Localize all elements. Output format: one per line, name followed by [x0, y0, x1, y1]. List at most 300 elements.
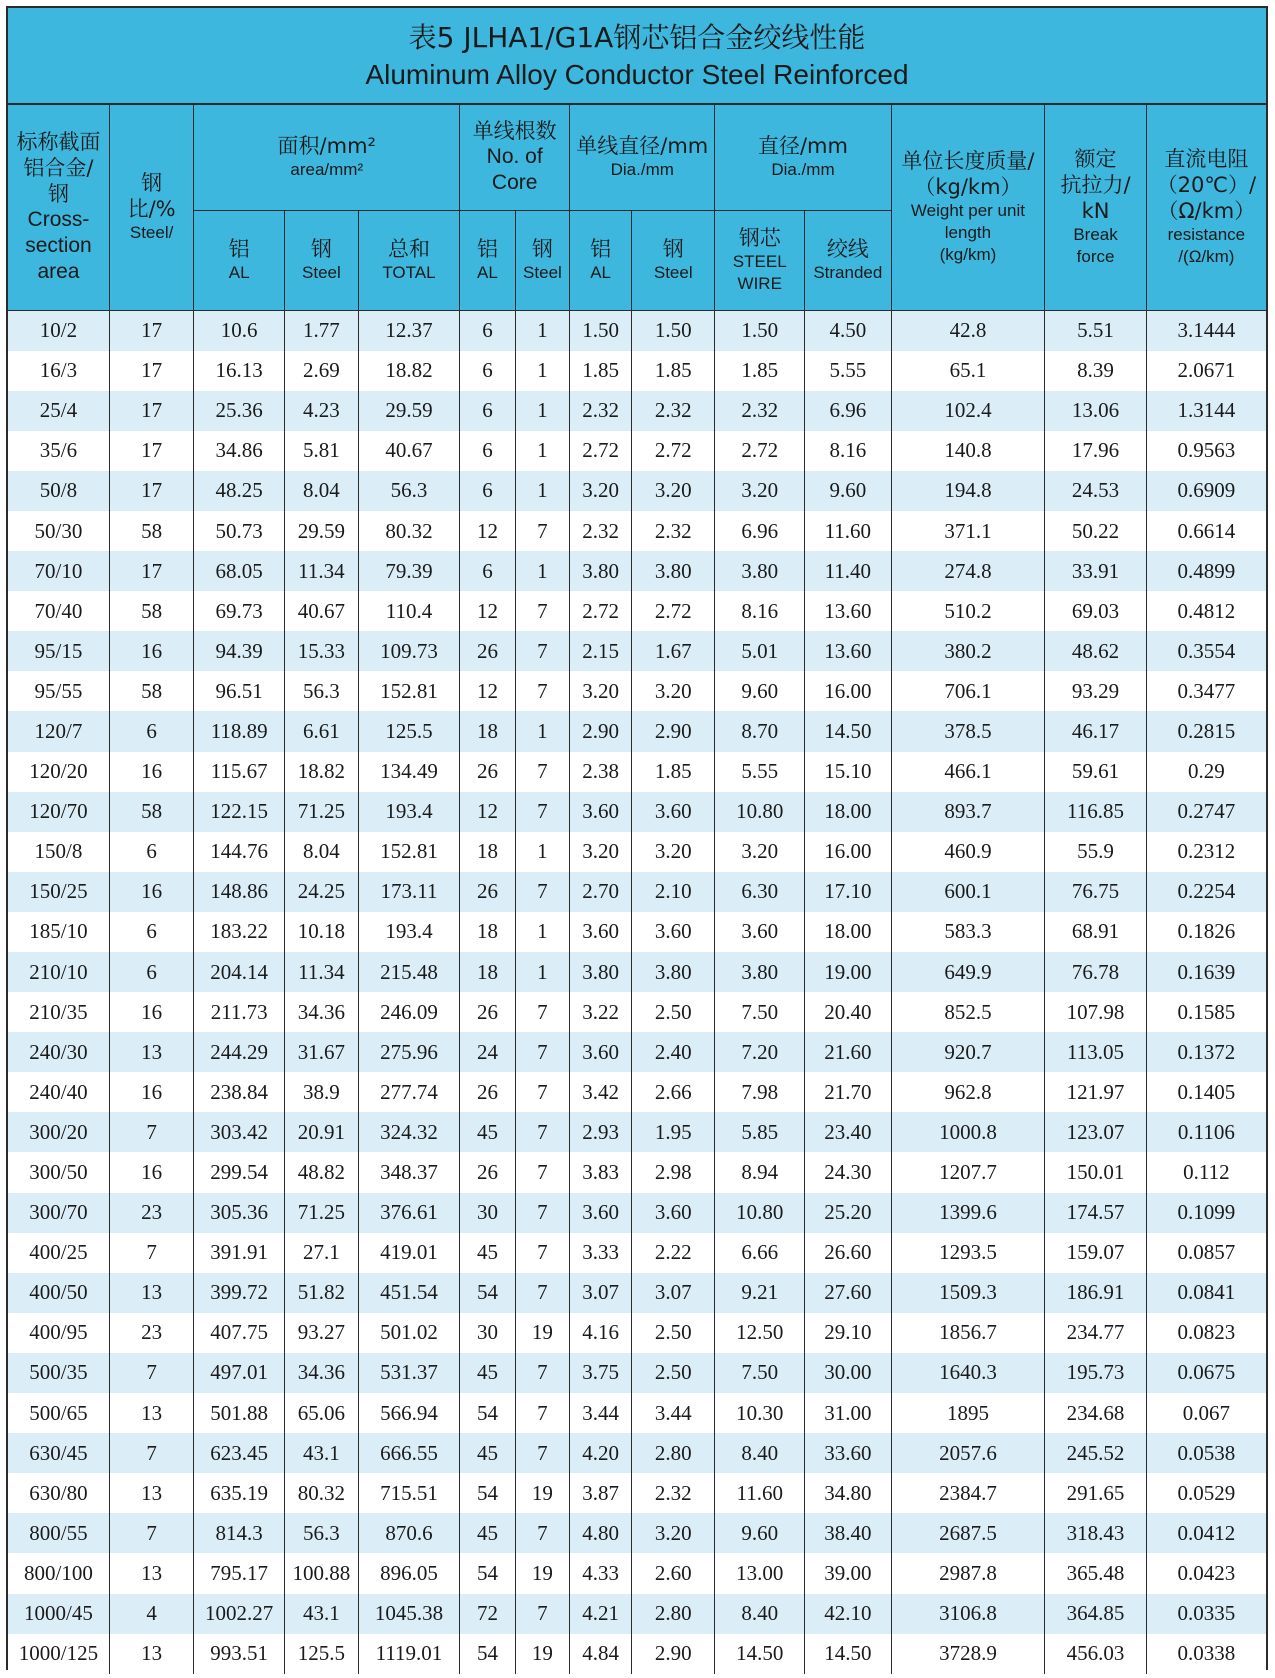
subheader-dia-stranded: [805, 210, 891, 310]
cell-resistance: 0.067: [1146, 1393, 1266, 1433]
cell-wire-dia-steel: 2.40: [632, 1032, 715, 1072]
cell-wire-dia-al: 2.15: [570, 631, 632, 671]
cell-break-force: 48.62: [1045, 631, 1146, 671]
cell-steel-ratio: 58: [109, 792, 193, 832]
cell-cross-section: 300/20: [8, 1112, 109, 1152]
cell-dia-stranded: 29.10: [805, 1313, 891, 1353]
cell-steel-ratio: 7: [109, 1513, 193, 1553]
cell-wire-dia-steel: 2.50: [632, 1313, 715, 1353]
table-row: [8, 792, 1266, 832]
cell-area-steel: 2.69: [285, 351, 359, 391]
table-row: [8, 631, 1266, 671]
cell-area-steel: 43.1: [285, 1433, 359, 1473]
cell-resistance: 0.1106: [1146, 1112, 1266, 1152]
cell-core-steel: 1: [515, 391, 569, 431]
cell-steel-ratio: 7: [109, 1233, 193, 1273]
cell-steel-ratio: 17: [109, 431, 193, 471]
cell-dia-stranded: 25.20: [805, 1193, 891, 1233]
cell-core-al: 26: [460, 631, 516, 671]
cell-area-al: 211.73: [194, 992, 285, 1032]
cell-area-steel: 5.81: [285, 431, 359, 471]
cell-wire-dia-al: 3.42: [570, 1072, 632, 1112]
subheader-wire-dia-steel-en: Steel: [653, 263, 693, 282]
cell-cross-section: 120/7: [8, 711, 109, 751]
subheader-area-steel-cn: 钢: [310, 237, 332, 261]
cell-resistance: 3.1444: [1146, 310, 1266, 351]
cell-resistance: 0.0823: [1146, 1313, 1266, 1353]
table-row: [8, 912, 1266, 952]
cell-core-steel: 1: [515, 711, 569, 751]
subheader-dia-steel-wire: [715, 210, 805, 310]
cell-dia-steel-wire: 7.50: [715, 1353, 805, 1393]
cell-steel-ratio: 13: [109, 1032, 193, 1072]
cell-resistance: 0.4899: [1146, 551, 1266, 591]
cell-resistance: 0.3554: [1146, 631, 1266, 671]
cell-core-steel: 1: [515, 471, 569, 511]
cell-break-force: 195.73: [1045, 1353, 1146, 1393]
cell-steel-ratio: 13: [109, 1473, 193, 1513]
cell-area-total: 80.32: [358, 511, 459, 551]
cell-wire-dia-steel: 3.07: [632, 1273, 715, 1313]
cell-area-steel: 29.59: [285, 511, 359, 551]
subheader-area-al-cn: 铝: [228, 237, 250, 261]
cell-area-steel: 38.9: [285, 1072, 359, 1112]
cell-dia-stranded: 8.16: [805, 431, 891, 471]
cell-resistance: 0.0335: [1146, 1594, 1266, 1634]
cell-wire-dia-al: 2.32: [570, 511, 632, 551]
cell-core-al: 54: [460, 1473, 516, 1513]
cell-steel-ratio: 6: [109, 952, 193, 992]
cell-area-al: 96.51: [194, 671, 285, 711]
cell-area-steel: 56.3: [285, 671, 359, 711]
cell-core-al: 24: [460, 1032, 516, 1072]
cell-area-total: 56.3: [358, 471, 459, 511]
cell-dia-stranded: 38.40: [805, 1513, 891, 1553]
table-row: [8, 1313, 1266, 1353]
cell-area-total: 193.4: [358, 912, 459, 952]
spec-table-sheet: [6, 6, 1268, 1670]
cell-dia-stranded: 42.10: [805, 1594, 891, 1634]
cell-cross-section: 240/40: [8, 1072, 109, 1112]
cell-steel-ratio: 17: [109, 351, 193, 391]
cell-core-steel: 7: [515, 792, 569, 832]
cell-wire-dia-al: 4.16: [570, 1313, 632, 1353]
cell-dia-steel-wire: 5.55: [715, 752, 805, 792]
cell-break-force: 121.97: [1045, 1072, 1146, 1112]
cell-break-force: 107.98: [1045, 992, 1146, 1032]
cell-steel-ratio: 13: [109, 1273, 193, 1313]
cell-core-steel: 7: [515, 872, 569, 912]
subheader-core-al-cn: 铝: [476, 237, 498, 261]
header-steel-ratio-en: Steel/: [129, 223, 174, 243]
table-row: [8, 591, 1266, 631]
cell-wire-dia-steel: 3.80: [632, 551, 715, 591]
cell-break-force: 69.03: [1045, 591, 1146, 631]
cell-steel-ratio: 17: [109, 310, 193, 351]
header-break-force-en: Break force: [1073, 225, 1118, 267]
cell-dia-stranded: 17.10: [805, 872, 891, 912]
table-row: [8, 671, 1266, 711]
cell-wire-dia-al: 3.33: [570, 1233, 632, 1273]
cell-weight: 65.1: [891, 351, 1045, 391]
cell-dia-steel-wire: 8.40: [715, 1433, 805, 1473]
cell-area-steel: 11.34: [285, 952, 359, 992]
cell-area-total: 451.54: [358, 1273, 459, 1313]
cell-resistance: 0.1099: [1146, 1193, 1266, 1233]
cell-core-steel: 7: [515, 752, 569, 792]
cell-dia-stranded: 20.40: [805, 992, 891, 1032]
cell-cross-section: 500/65: [8, 1393, 109, 1433]
cell-cross-section: 240/30: [8, 1032, 109, 1072]
cell-weight: 2057.6: [891, 1433, 1045, 1473]
cell-wire-dia-steel: 1.85: [632, 752, 715, 792]
table-row: [8, 1513, 1266, 1553]
cell-area-al: 303.42: [194, 1112, 285, 1152]
cell-cross-section: 16/3: [8, 351, 109, 391]
cell-resistance: 0.2815: [1146, 711, 1266, 751]
cell-area-al: 299.54: [194, 1152, 285, 1192]
header-area-en: area/mm²: [290, 160, 364, 180]
cell-steel-ratio: 23: [109, 1313, 193, 1353]
cell-core-steel: 7: [515, 671, 569, 711]
cell-dia-steel-wire: 2.72: [715, 431, 805, 471]
cell-wire-dia-al: 3.22: [570, 992, 632, 1032]
cell-dia-steel-wire: 2.32: [715, 391, 805, 431]
header-resistance-en: resistance /(Ω/km): [1167, 225, 1246, 267]
cell-area-total: 246.09: [358, 992, 459, 1032]
cell-dia-stranded: 11.60: [805, 511, 891, 551]
header-wire-diameter-cn: 单线直径/mm: [576, 134, 709, 159]
subheader-core-steel-cn: 钢: [531, 237, 553, 261]
table-row: [8, 1072, 1266, 1112]
cell-steel-ratio: 23: [109, 1193, 193, 1233]
cell-break-force: 364.85: [1045, 1594, 1146, 1634]
cell-area-steel: 24.25: [285, 872, 359, 912]
cell-steel-ratio: 16: [109, 872, 193, 912]
cell-dia-steel-wire: 9.60: [715, 1513, 805, 1553]
cell-dia-stranded: 16.00: [805, 832, 891, 872]
cell-area-steel: 93.27: [285, 1313, 359, 1353]
cell-weight: 2987.8: [891, 1553, 1045, 1593]
cell-steel-ratio: 6: [109, 912, 193, 952]
cell-resistance: 0.1585: [1146, 992, 1266, 1032]
table-row: [8, 1393, 1266, 1433]
cell-core-al: 54: [460, 1634, 516, 1674]
cell-area-al: 50.73: [194, 511, 285, 551]
table-row: [8, 1233, 1266, 1273]
cell-core-steel: 19: [515, 1473, 569, 1513]
cell-area-al: 1002.27: [194, 1594, 285, 1634]
cell-core-steel: 1: [515, 310, 569, 351]
cell-dia-stranded: 27.60: [805, 1273, 891, 1313]
cell-area-al: 399.72: [194, 1273, 285, 1313]
cell-weight: 1293.5: [891, 1233, 1045, 1273]
cell-wire-dia-al: 3.20: [570, 832, 632, 872]
cell-break-force: 365.48: [1045, 1553, 1146, 1593]
header-weight: [891, 105, 1045, 310]
cell-core-al: 26: [460, 872, 516, 912]
cell-core-al: 6: [460, 391, 516, 431]
cell-wire-dia-al: 2.90: [570, 711, 632, 751]
cell-area-al: 814.3: [194, 1513, 285, 1553]
cell-break-force: 116.85: [1045, 792, 1146, 832]
table-row: [8, 832, 1266, 872]
cell-wire-dia-steel: 2.72: [632, 431, 715, 471]
cell-wire-dia-steel: 2.66: [632, 1072, 715, 1112]
table-row: [8, 310, 1266, 351]
cell-area-al: 795.17: [194, 1553, 285, 1593]
cell-resistance: 0.3477: [1146, 671, 1266, 711]
cell-area-steel: 51.82: [285, 1273, 359, 1313]
cell-dia-steel-wire: 3.60: [715, 912, 805, 952]
table-row: [8, 1193, 1266, 1233]
cell-area-steel: 56.3: [285, 1513, 359, 1553]
cell-area-steel: 31.67: [285, 1032, 359, 1072]
cell-weight: 1000.8: [891, 1112, 1045, 1152]
cell-wire-dia-al: 3.60: [570, 1193, 632, 1233]
cell-area-al: 122.15: [194, 792, 285, 832]
cell-core-steel: 7: [515, 631, 569, 671]
cell-dia-stranded: 13.60: [805, 631, 891, 671]
cell-break-force: 17.96: [1045, 431, 1146, 471]
cell-resistance: 0.0412: [1146, 1513, 1266, 1553]
cell-wire-dia-steel: 3.44: [632, 1393, 715, 1433]
header-wire-diameter: [570, 105, 715, 210]
header-diameter: [715, 105, 891, 210]
cell-area-total: 277.74: [358, 1072, 459, 1112]
cell-break-force: 291.65: [1045, 1473, 1146, 1513]
cell-core-steel: 7: [515, 1032, 569, 1072]
cell-weight: 962.8: [891, 1072, 1045, 1112]
table-row: [8, 1152, 1266, 1192]
cell-cross-section: 210/35: [8, 992, 109, 1032]
cell-area-steel: 48.82: [285, 1152, 359, 1192]
cell-core-steel: 19: [515, 1313, 569, 1353]
cell-cross-section: 70/10: [8, 551, 109, 591]
cell-dia-stranded: 14.50: [805, 711, 891, 751]
cell-area-total: 125.5: [358, 711, 459, 751]
cell-area-total: 275.96: [358, 1032, 459, 1072]
cell-area-al: 391.91: [194, 1233, 285, 1273]
cell-area-total: 215.48: [358, 952, 459, 992]
cell-cross-section: 50/30: [8, 511, 109, 551]
cell-core-al: 18: [460, 912, 516, 952]
cell-steel-ratio: 16: [109, 1152, 193, 1192]
cell-break-force: 55.9: [1045, 832, 1146, 872]
cell-core-steel: 7: [515, 1112, 569, 1152]
cell-weight: 1640.3: [891, 1353, 1045, 1393]
subheader-wire-dia-steel: [632, 210, 715, 310]
cell-cross-section: 400/25: [8, 1233, 109, 1273]
table-title-cn: 表5 JLHA1/G1A钢芯铝合金绞线性能: [408, 20, 866, 54]
cell-weight: 380.2: [891, 631, 1045, 671]
cell-break-force: 33.91: [1045, 551, 1146, 591]
cell-break-force: 76.78: [1045, 952, 1146, 992]
cell-steel-ratio: 17: [109, 551, 193, 591]
cell-break-force: 46.17: [1045, 711, 1146, 751]
cell-break-force: 150.01: [1045, 1152, 1146, 1192]
header-resistance: [1146, 105, 1266, 310]
header-break-force-cn: 额定 抗拉力/ kN: [1060, 147, 1131, 224]
cell-wire-dia-al: 3.60: [570, 912, 632, 952]
cell-cross-section: 800/100: [8, 1553, 109, 1593]
table-row: [8, 1273, 1266, 1313]
cell-core-al: 6: [460, 310, 516, 351]
cell-core-al: 45: [460, 1513, 516, 1553]
cell-area-total: 419.01: [358, 1233, 459, 1273]
subheader-dia-stranded-en: Stranded: [813, 263, 883, 282]
cell-steel-ratio: 58: [109, 511, 193, 551]
cell-core-al: 18: [460, 832, 516, 872]
cell-wire-dia-steel: 2.90: [632, 711, 715, 751]
cell-area-al: 34.86: [194, 431, 285, 471]
table-row: [8, 511, 1266, 551]
cell-break-force: 13.06: [1045, 391, 1146, 431]
cell-dia-steel-wire: 6.66: [715, 1233, 805, 1273]
cell-steel-ratio: 13: [109, 1634, 193, 1674]
cell-steel-ratio: 58: [109, 591, 193, 631]
cell-area-total: 109.73: [358, 631, 459, 671]
header-weight-cn: 单位长度质量/ （kg/km）: [901, 149, 1035, 200]
cell-wire-dia-al: 4.84: [570, 1634, 632, 1674]
cell-area-al: 635.19: [194, 1473, 285, 1513]
cell-steel-ratio: 16: [109, 752, 193, 792]
cell-core-al: 26: [460, 752, 516, 792]
cell-core-al: 45: [460, 1433, 516, 1473]
cell-wire-dia-steel: 3.60: [632, 912, 715, 952]
cell-dia-steel-wire: 10.80: [715, 792, 805, 832]
header-break-force: [1045, 105, 1146, 310]
subheader-area-steel-en: Steel: [302, 263, 341, 282]
cell-dia-steel-wire: 3.80: [715, 551, 805, 591]
cell-area-steel: 34.36: [285, 1353, 359, 1393]
cell-break-force: 5.51: [1045, 310, 1146, 351]
cell-area-al: 183.22: [194, 912, 285, 952]
subheader-dia-stranded-cn: 绞线: [826, 237, 869, 261]
cell-steel-ratio: 6: [109, 711, 193, 751]
cell-resistance: 0.1639: [1146, 952, 1266, 992]
cell-cross-section: 25/4: [8, 391, 109, 431]
header-steel-ratio-cn: 钢 比/%: [127, 171, 176, 222]
cell-weight: 1856.7: [891, 1313, 1045, 1353]
cell-area-steel: 71.25: [285, 792, 359, 832]
cell-area-total: 152.81: [358, 832, 459, 872]
cell-dia-stranded: 31.00: [805, 1393, 891, 1433]
cell-area-total: 134.49: [358, 752, 459, 792]
subheader-dia-steel-wire-en: STEEL WIRE: [732, 252, 787, 293]
cell-cross-section: 300/70: [8, 1193, 109, 1233]
table-row: [8, 391, 1266, 431]
cell-weight: 920.7: [891, 1032, 1045, 1072]
cell-core-al: 45: [460, 1233, 516, 1273]
cell-dia-steel-wire: 3.80: [715, 952, 805, 992]
cell-core-al: 26: [460, 1152, 516, 1192]
cell-break-force: 245.52: [1045, 1433, 1146, 1473]
cell-wire-dia-steel: 2.72: [632, 591, 715, 631]
cell-dia-steel-wire: 5.85: [715, 1112, 805, 1152]
cell-core-al: 54: [460, 1273, 516, 1313]
cell-wire-dia-al: 4.21: [570, 1594, 632, 1634]
cell-core-al: 26: [460, 1072, 516, 1112]
cell-area-total: 870.6: [358, 1513, 459, 1553]
cell-resistance: 1.3144: [1146, 391, 1266, 431]
cell-core-steel: 7: [515, 591, 569, 631]
cell-wire-dia-al: 2.72: [570, 431, 632, 471]
header-core-count: [460, 105, 570, 210]
cell-core-al: 72: [460, 1594, 516, 1634]
cell-area-total: 666.55: [358, 1433, 459, 1473]
cell-area-al: 16.13: [194, 351, 285, 391]
cell-wire-dia-steel: 2.80: [632, 1433, 715, 1473]
cell-weight: 466.1: [891, 752, 1045, 792]
cell-break-force: 59.61: [1045, 752, 1146, 792]
cell-dia-stranded: 14.50: [805, 1634, 891, 1674]
cell-dia-stranded: 9.60: [805, 471, 891, 511]
header-area: [194, 105, 460, 210]
cell-core-steel: 19: [515, 1634, 569, 1674]
cell-core-steel: 1: [515, 551, 569, 591]
cell-weight: 378.5: [891, 711, 1045, 751]
cell-weight: 852.5: [891, 992, 1045, 1032]
cell-area-al: 623.45: [194, 1433, 285, 1473]
cell-wire-dia-steel: 2.90: [632, 1634, 715, 1674]
cell-break-force: 8.39: [1045, 351, 1146, 391]
cell-core-al: 12: [460, 591, 516, 631]
cell-area-al: 10.6: [194, 310, 285, 351]
cell-area-total: 501.02: [358, 1313, 459, 1353]
cell-dia-stranded: 34.80: [805, 1473, 891, 1513]
cell-core-steel: 7: [515, 1353, 569, 1393]
table-row: [8, 1473, 1266, 1513]
cell-steel-ratio: 16: [109, 992, 193, 1032]
cell-wire-dia-steel: 2.50: [632, 992, 715, 1032]
cell-cross-section: 1000/45: [8, 1594, 109, 1634]
header-cross-section: [8, 105, 109, 310]
cell-dia-stranded: 21.60: [805, 1032, 891, 1072]
cell-area-al: 407.75: [194, 1313, 285, 1353]
cell-cross-section: 300/50: [8, 1152, 109, 1192]
cell-wire-dia-al: 3.20: [570, 471, 632, 511]
cell-dia-steel-wire: 1.50: [715, 310, 805, 351]
cell-area-total: 40.67: [358, 431, 459, 471]
cell-wire-dia-al: 2.93: [570, 1112, 632, 1152]
cell-dia-steel-wire: 8.70: [715, 711, 805, 751]
cell-cross-section: 95/15: [8, 631, 109, 671]
cell-wire-dia-steel: 2.10: [632, 872, 715, 912]
cell-resistance: 0.2312: [1146, 832, 1266, 872]
cell-area-total: 152.81: [358, 671, 459, 711]
cell-resistance: 0.9563: [1146, 431, 1266, 471]
cell-steel-ratio: 17: [109, 471, 193, 511]
cell-core-al: 18: [460, 711, 516, 751]
cell-area-total: 1045.38: [358, 1594, 459, 1634]
cell-weight: 274.8: [891, 551, 1045, 591]
cell-weight: 649.9: [891, 952, 1045, 992]
cell-cross-section: 1000/125: [8, 1634, 109, 1674]
cell-core-steel: 1: [515, 351, 569, 391]
cell-resistance: 0.0857: [1146, 1233, 1266, 1273]
cell-area-steel: 15.33: [285, 631, 359, 671]
cell-dia-stranded: 39.00: [805, 1553, 891, 1593]
cell-steel-ratio: 58: [109, 671, 193, 711]
cell-wire-dia-steel: 1.95: [632, 1112, 715, 1152]
cell-wire-dia-steel: 2.60: [632, 1553, 715, 1593]
cell-dia-stranded: 6.96: [805, 391, 891, 431]
cell-break-force: 234.68: [1045, 1393, 1146, 1433]
cell-cross-section: 10/2: [8, 310, 109, 351]
cell-resistance: 0.6909: [1146, 471, 1266, 511]
cell-area-al: 68.05: [194, 551, 285, 591]
